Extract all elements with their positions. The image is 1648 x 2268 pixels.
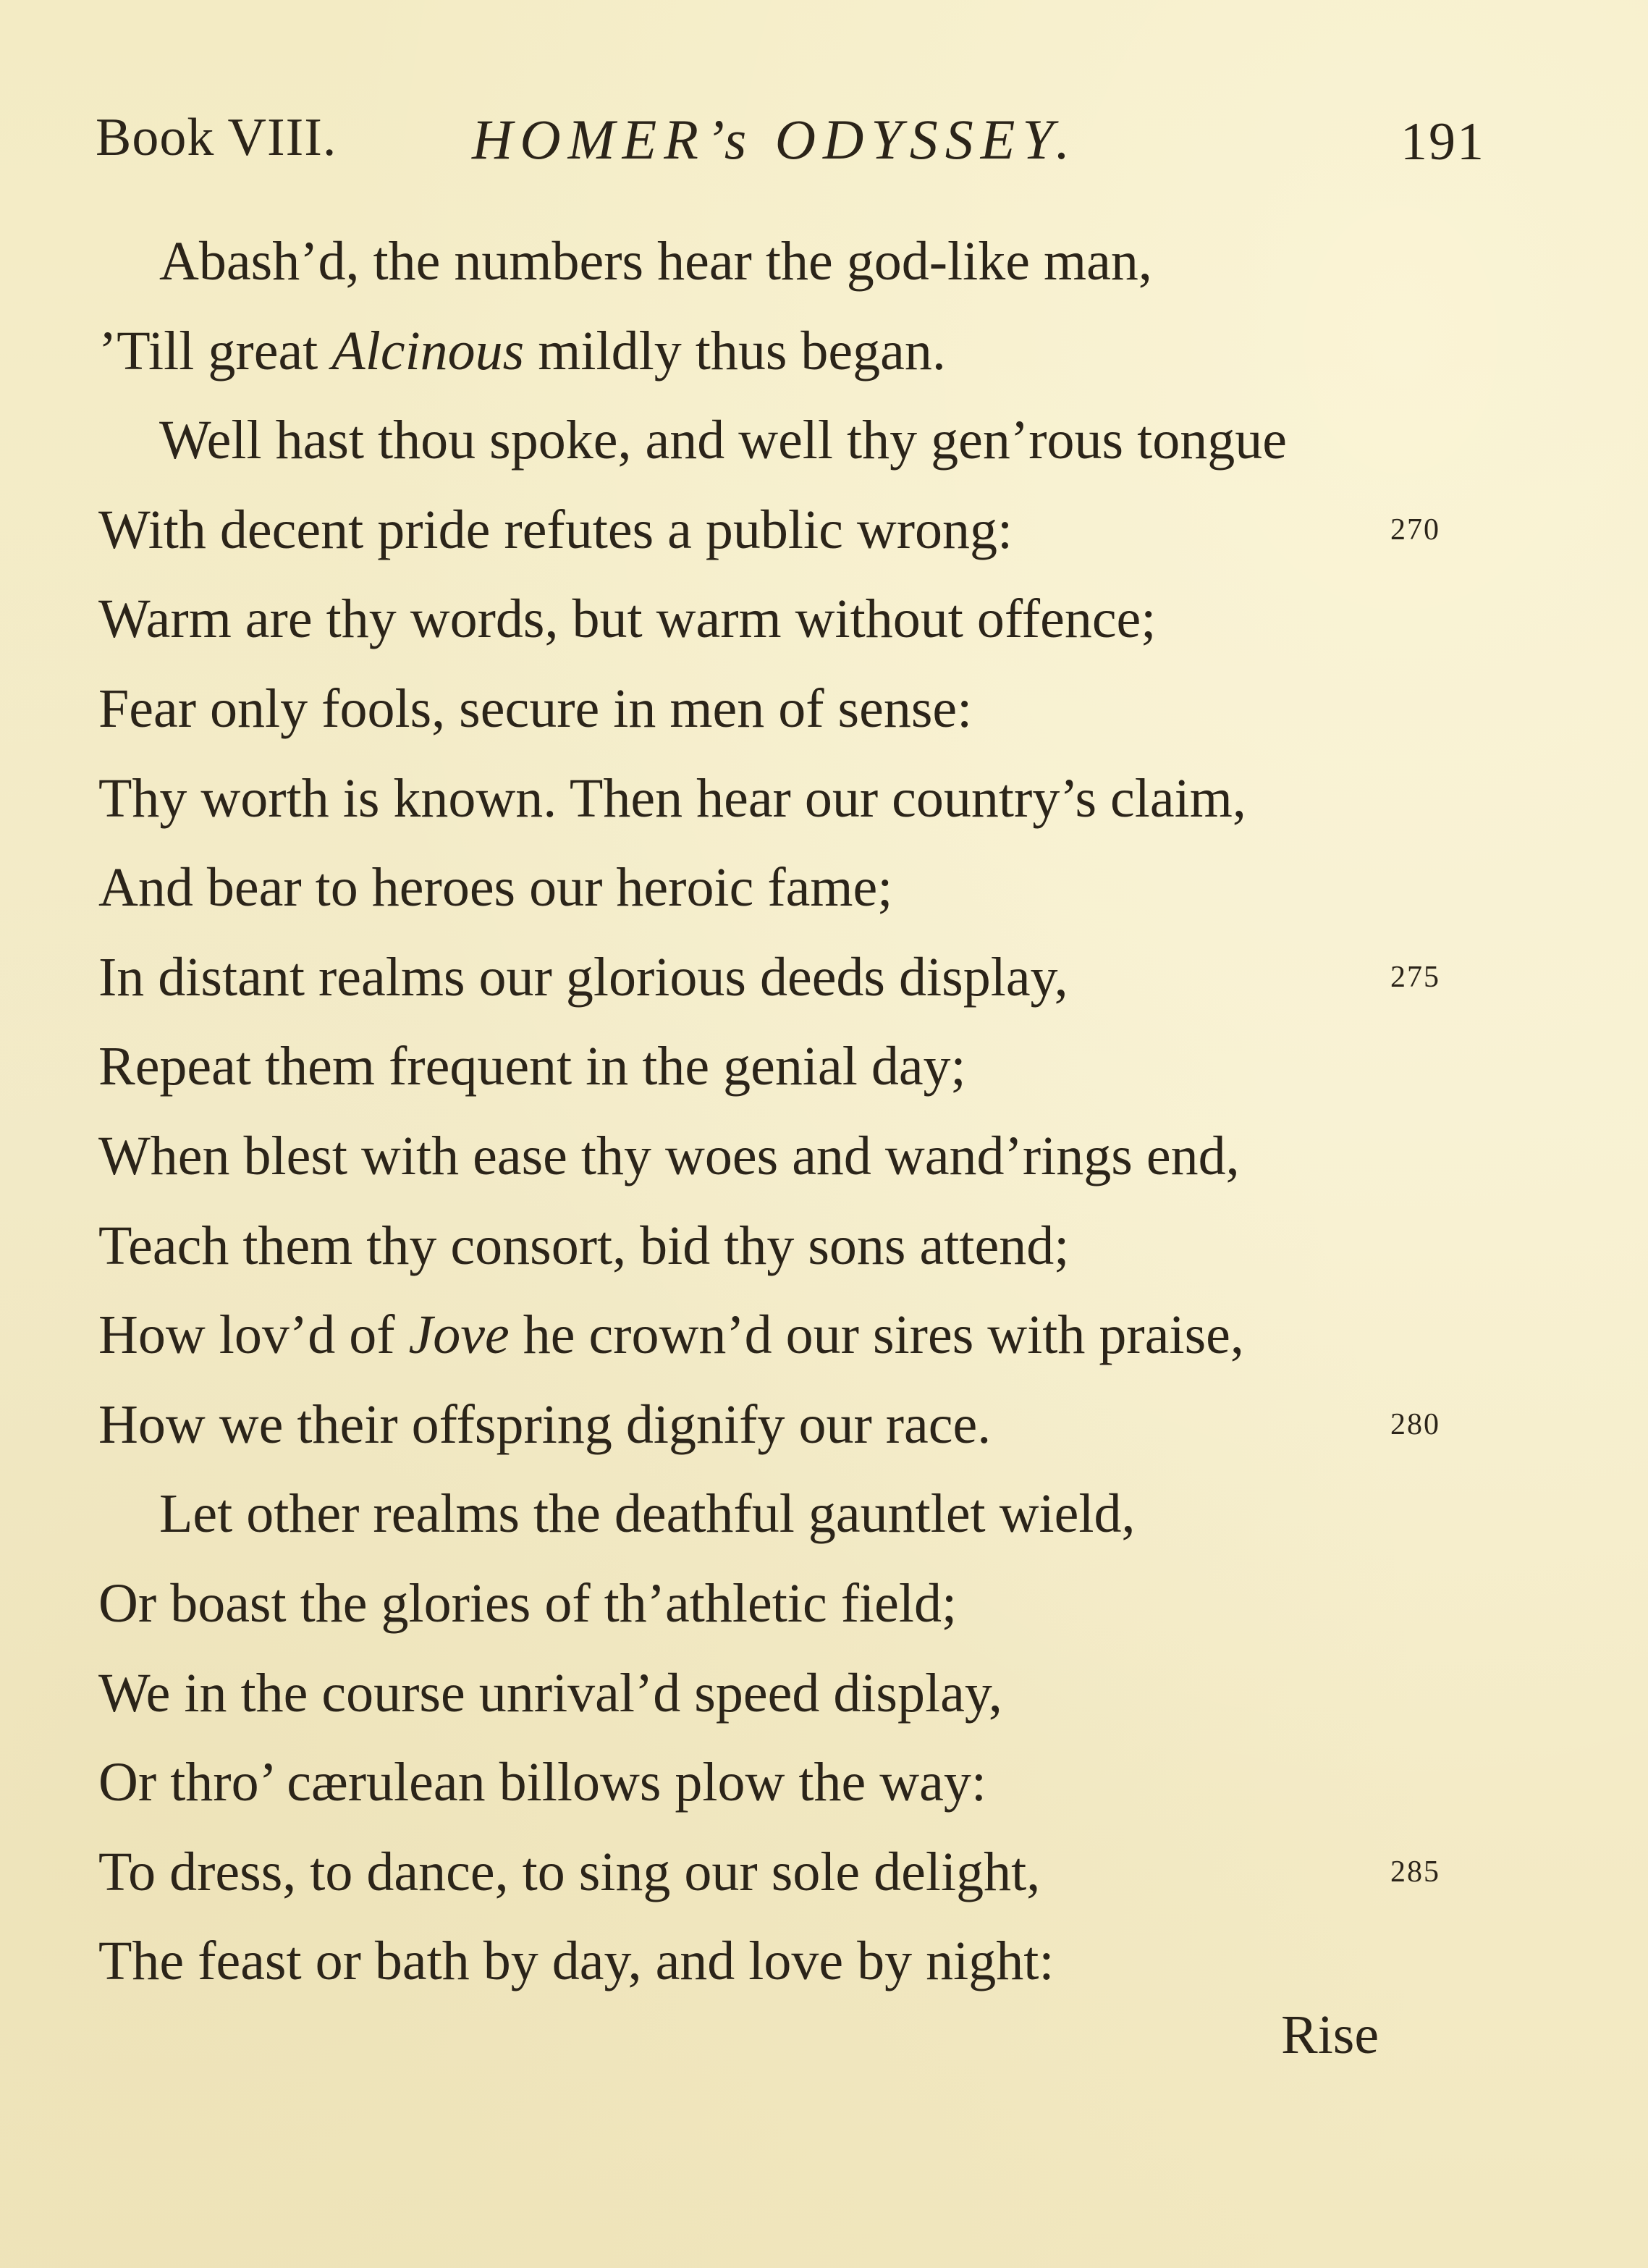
verse-line-text — [98, 1752, 986, 1813]
verse-line — [98, 486, 1440, 576]
verse-line — [98, 1470, 1401, 1559]
verse-text-segment: Let other realms the deathful gauntlet wield, — [159, 1483, 1136, 1545]
book-label: Book VIII. — [96, 108, 337, 167]
verse-line — [98, 1291, 1401, 1380]
verse-line-text — [98, 678, 972, 739]
verse-line — [98, 1022, 1401, 1112]
verse-text-segment: To dress, to dance, to sing our sole delight, — [98, 1841, 1041, 1902]
verse-line-text — [98, 857, 892, 918]
verse-text-segment: How we their offspring dignify our race. — [98, 1394, 992, 1455]
verse-line — [98, 1380, 1440, 1470]
verse-text-segment: Abash’d, the numbers hear the god-like man, — [159, 231, 1152, 292]
verse-text-segment: Or thro’ cærulean billows plow the way: — [98, 1752, 986, 1813]
verse-line-text — [98, 1842, 1040, 1902]
verse-line — [98, 754, 1401, 844]
catchword: Rise — [1281, 2004, 1379, 2065]
verse-line-text — [98, 947, 1068, 1008]
verse-line — [98, 1738, 1401, 1828]
verse-text-segment: How lov’d of — [98, 1304, 409, 1366]
line-number: 275 — [1390, 960, 1440, 994]
verse-line-text — [98, 1931, 1055, 1991]
verse-text-segment: Or boast the glories of th’athletic field; — [98, 1572, 958, 1634]
line-number: 285 — [1390, 1855, 1440, 1889]
verse-line — [98, 307, 1401, 397]
verse-line — [98, 665, 1401, 754]
verse-text-segment: Teach them thy consort, bid thy sons attend; — [98, 1215, 1070, 1276]
verse-block — [98, 217, 1440, 2007]
line-number: 270 — [1390, 513, 1440, 547]
page-number: 191 — [1400, 112, 1485, 172]
verse-line-text — [98, 1573, 957, 1634]
verse-text-segment: ’Till great — [98, 320, 332, 381]
verse-text-segment: With decent pride refutes a public wrong: — [98, 499, 1013, 560]
verse-line — [98, 1559, 1401, 1649]
verse-line-text — [98, 410, 1287, 471]
verse-text-segment: We in the course unrival’d speed display, — [98, 1662, 1002, 1724]
verse-line-text — [98, 1126, 1240, 1186]
verse-text-segment: The feast or bath by day, and love by night: — [98, 1931, 1055, 1992]
verse-line — [98, 217, 1401, 307]
verse-line — [98, 1202, 1401, 1291]
verse-text-segment: he crown’d our sires with praise, — [509, 1304, 1244, 1366]
verse-line — [98, 1917, 1401, 2007]
verse-line — [98, 1828, 1440, 1918]
verse-line — [98, 843, 1401, 933]
verse-text-segment: And bear to heroes our heroic fame; — [98, 857, 893, 919]
italic-name: Alcinous — [331, 320, 525, 381]
verse-line-text — [98, 231, 1152, 292]
verse-text-segment: Thy worth is known. Then hear our country’s claim, — [98, 767, 1246, 829]
verse-line — [98, 575, 1401, 665]
verse-line-text — [98, 1036, 966, 1097]
running-header — [96, 107, 1485, 187]
verse-line — [98, 933, 1440, 1023]
line-number: 280 — [1390, 1407, 1440, 1441]
running-title: HOMER’s ODYSSEY. — [472, 108, 1078, 171]
verse-line — [98, 1112, 1401, 1202]
verse-text-segment: Fear only fools, secure in men of sense: — [98, 678, 973, 739]
verse-line-text — [98, 1394, 991, 1455]
verse-line-text — [98, 1663, 1002, 1724]
verse-line-text — [98, 499, 1013, 560]
verse-text-segment: When blest with ease thy woes and wand’rings end, — [98, 1125, 1240, 1186]
italic-name: Jove — [408, 1304, 510, 1366]
verse-text-segment: In distant realms our glorious deeds display, — [98, 946, 1068, 1008]
verse-line — [98, 1649, 1401, 1739]
verse-line-text — [98, 768, 1246, 829]
verse-line-text — [98, 589, 1156, 649]
verse-line-text — [98, 1304, 1244, 1365]
verse-line — [98, 396, 1401, 486]
verse-text-segment: mildly thus began. — [524, 320, 946, 381]
verse-line-text — [98, 321, 946, 381]
verse-text-segment: Repeat them frequent in the genial day; — [98, 1036, 966, 1097]
verse-line-text — [98, 1215, 1069, 1276]
verse-text-segment: Well hast thou spoke, and well thy gen’rous tongue — [159, 410, 1287, 471]
verse-text-segment: Warm are thy words, but warm without offence; — [98, 589, 1157, 650]
verse-line-text — [98, 1483, 1136, 1544]
